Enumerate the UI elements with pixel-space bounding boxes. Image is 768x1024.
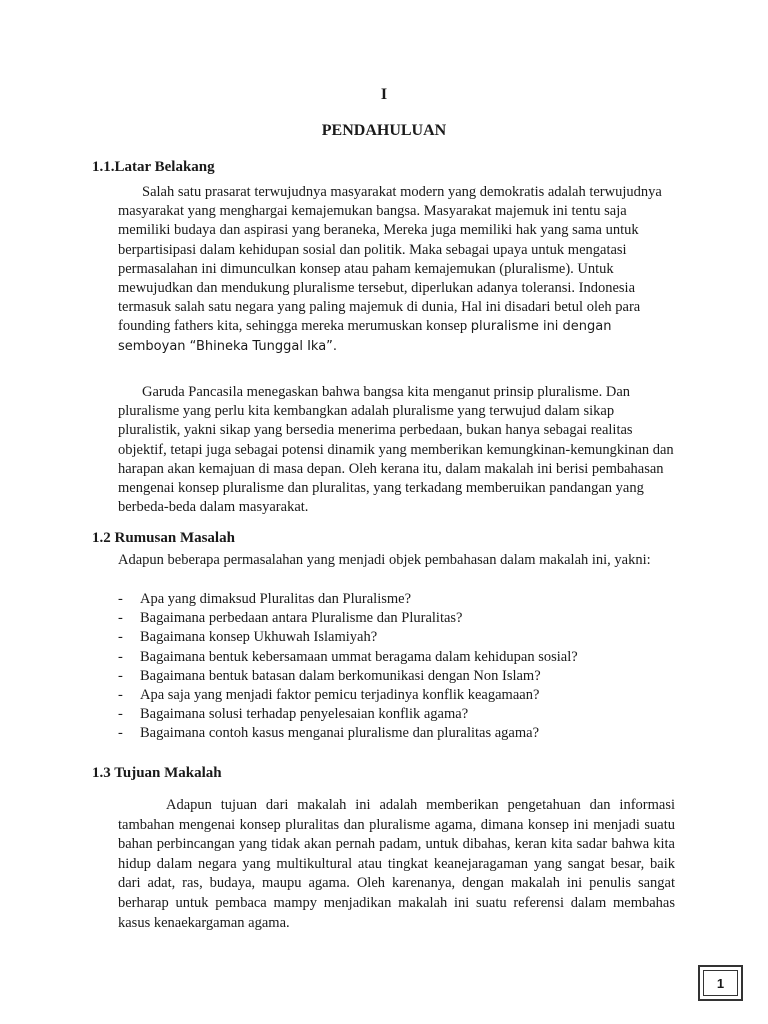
list-item [118, 705, 678, 724]
list-item-text: Bagaimana konsep Ukhuwah Islamiyah? [140, 629, 378, 646]
chapter-title: PENDAHULUAN [321, 122, 447, 139]
list-dash: - [118, 591, 123, 607]
list-item-text: Bagaimana bentuk kebersamaan ummat beragama dalam kehidupan sosial? [140, 648, 578, 665]
list-dash: - [118, 629, 123, 646]
list-dash: - [118, 706, 123, 723]
section-heading-tujuan-makalah: 1.3 Tujuan Makalah [92, 765, 222, 781]
list-item-text: Bagaimana solusi terhadap penyelesaian konflik agama? [140, 706, 469, 723]
page-number: 1 [716, 975, 725, 991]
list-dash: - [118, 687, 123, 704]
list-item-text: Apa saja yang menjadi faktor pemicu terjadinya konflik keagamaan? [140, 687, 540, 704]
list-item-text: Apa yang dimaksud Pluralitas dan Pluralisme? [140, 591, 412, 607]
list-dash: - [118, 667, 123, 684]
paragraph-latar-belakang-1 [118, 183, 675, 356]
section-heading-latar-belakang: 1.1.Latar Belakang [92, 159, 215, 175]
paragraph-tail-text: pluralisme ini dengan semboyan “Bhineka Tunggal Ika”. [118, 319, 612, 354]
list-item [118, 609, 678, 628]
list-item-text: Bagaimana bentuk batasan dalam berkomunikasi dengan Non Islam? [140, 667, 541, 684]
list-item-text: Bagaimana contoh kasus menganai pluralisme dan pluralitas agama? [140, 725, 540, 742]
problem-list [118, 590, 678, 744]
section-heading-rumusan-masalah: 1.2 Rumusan Masalah [92, 530, 235, 546]
page-number-box [698, 965, 743, 1001]
list-dash: - [118, 725, 123, 742]
list-item [118, 648, 678, 667]
list-item [118, 667, 678, 686]
paragraph-text: Garuda Pancasila menegaskan bahwa bangsa kita menganut prinsip pluralisme. Dan pluralisme yang perlu kita kembangkan adalah pluralisme yang terwujud dalam sikap pluralistik, yakni sikap yang bersedia menerima perbedaan, bukan hanya sebagai realitas objektif, tetapi juga sebagai potensi dinamik yang memberikan kemungkinan-kemungkinan dan harapan akan kemajuan di masa depan. Oleh kerana itu, dalam makalah ini berisi pembahasan mengenai konsep pluralisme dan pluralitas, yang terkadang memberuikan pandangan yang berbeda-beda dalam masyarakat. [118, 384, 674, 516]
paragraph-rumusan-intro: Adapun beberapa permasalahan yang menjadi objek pembahasan dalam makalah ini, yakni: [118, 552, 651, 568]
list-item [118, 628, 678, 647]
paragraph-text: Adapun tujuan dari makalah ini adalah memberikan pengetahuan dan informasi tambahan mengenai konsep pluralitas dan pluralisme agama, dimana konsep ini menjadi suatu bahan perbincangan yang tidak akan pernah padam, untuk dibahas, keran kita sadar bahwa kita hidup dalam negara yang multikultural atau tingkat keanejaragaman yang sangat besar, baik dari adat, ras, budaya, maupu agama. Oleh karenanya, dengan makalah ini penulis sangat berharap untuk pembaca mampy menjadikan makalah ini suatu referensi dalam membahas kasus kenaekargaman agama. [118, 797, 675, 931]
paragraph-text: Salah satu prasarat terwujudnya masyarakat modern yang demokratis adalah terwujudnya masyarakat yang menghargai kemajemukan bangsa. Masyarakat majemuk ini tentu saja memiliki budaya dan aspirasi yang beraneka, Mereka juga memiliki hak yang sama untuk berpartisipasi dalam kehidupan sosial dan politik. Maka sebagai upaya untuk mengatasi permasalahan ini dimunculkan konsep atau paham kemajemukan (pluralisme). Untuk mewujudkan dan mendukung pluralisme tersebut, diperlukan adanya toleransi. Indonesia termasuk salah satu negara yang paling majemuk di dunia, Hal ini disadari betul oleh para founding fathers kita, sehingga mereka merumuskan konsep [118, 184, 662, 335]
list-item-text: Bagaimana perbedaan antara Pluralisme dan Pluralitas? [140, 610, 463, 627]
list-dash: - [118, 648, 123, 665]
list-item [118, 724, 678, 743]
list-item [118, 590, 678, 609]
paragraph-latar-belakang-2 [118, 383, 675, 517]
paragraph-tujuan-makalah [118, 796, 675, 933]
list-item [118, 686, 678, 705]
list-dash: - [118, 610, 123, 627]
chapter-number: I [380, 86, 388, 103]
